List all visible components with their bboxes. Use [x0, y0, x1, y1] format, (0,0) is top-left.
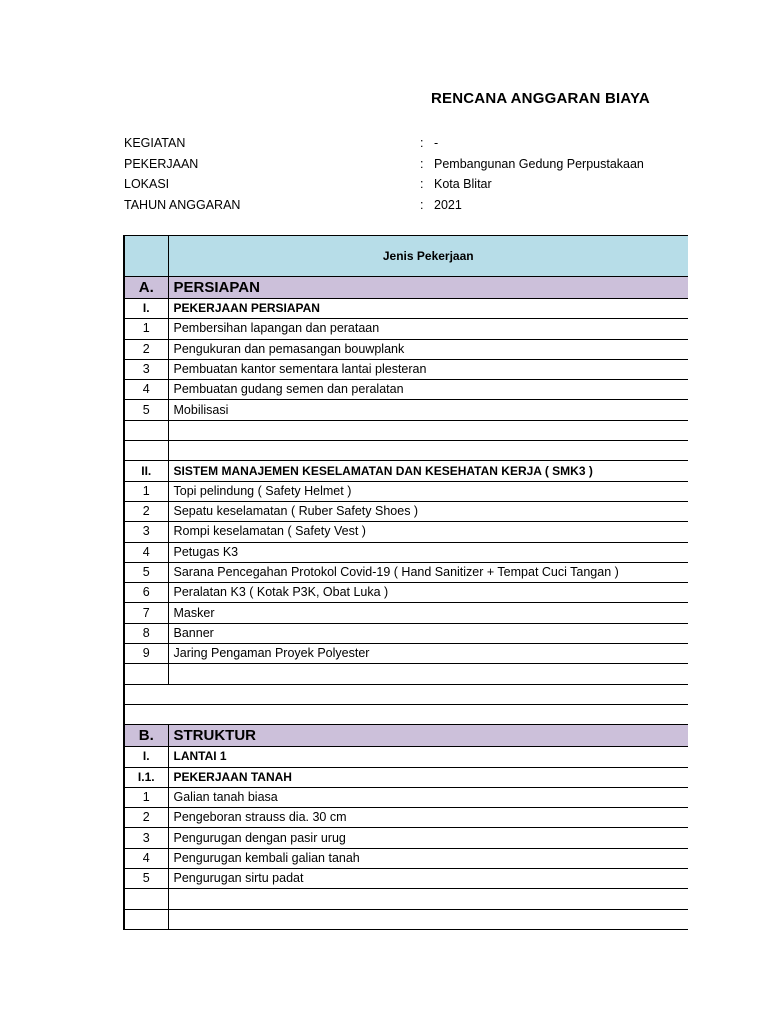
header-no-cell — [124, 236, 168, 277]
empty-row — [124, 704, 688, 724]
section-code: A. — [124, 277, 168, 299]
section-code: B. — [124, 725, 168, 747]
meta-row-tahun-anggaran — [124, 195, 684, 216]
empty-row — [124, 889, 688, 909]
section-title: PERSIAPAN — [168, 277, 688, 299]
table-row — [124, 787, 688, 807]
meta-colon: : — [420, 177, 424, 191]
table-row — [124, 623, 688, 643]
subsection-title: LANTAI 1 — [168, 747, 688, 767]
meta-label: PEKERJAAN — [124, 156, 199, 171]
table-row — [124, 400, 688, 420]
item-no: 4 — [124, 848, 168, 868]
item-desc: Pengeboran strauss dia. 30 cm — [168, 808, 688, 828]
item-desc: Masker — [168, 603, 688, 623]
table-row — [124, 828, 688, 848]
table-row — [124, 869, 688, 889]
subsection-code: I. — [124, 299, 168, 319]
meta-value: 2021 — [434, 197, 462, 212]
item-no: 3 — [124, 522, 168, 542]
header-jenis-pekerjaan: Jenis Pekerjaan — [168, 236, 688, 277]
meta-label: LOKASI — [124, 177, 170, 191]
table-row — [124, 481, 688, 501]
item-desc: Rompi keselamatan ( Safety Vest ) — [168, 522, 688, 542]
item-no: 4 — [124, 380, 168, 400]
meta-value: - — [434, 136, 439, 150]
meta-colon: : — [420, 136, 424, 150]
item-no: 3 — [124, 359, 168, 379]
item-no: 9 — [124, 644, 168, 664]
table-row — [124, 542, 688, 562]
empty-row — [124, 441, 688, 461]
item-desc: Peralatan K3 ( Kotak P3K, Obat Luka ) — [168, 583, 688, 603]
item-no: 5 — [124, 869, 168, 889]
table-row — [124, 848, 688, 868]
item-desc: Pembuatan gudang semen dan peralatan — [168, 380, 688, 400]
item-desc: Pembersihan lapangan dan perataan — [168, 319, 688, 339]
item-desc: Topi pelindung ( Safety Helmet ) — [168, 481, 688, 501]
section-row-b — [124, 725, 688, 747]
item-no: 2 — [124, 501, 168, 521]
item-desc: Pengukuran dan pemasangan bouwplank — [168, 339, 688, 359]
item-no: 8 — [124, 623, 168, 643]
empty-cell — [124, 441, 168, 461]
table-row — [124, 380, 688, 400]
item-no: 1 — [124, 319, 168, 339]
subsection-title: PEKERJAAN PERSIAPAN — [168, 299, 688, 319]
item-desc: Pembuatan kantor sementara lantai plesteran — [168, 359, 688, 379]
empty-cell — [124, 664, 168, 684]
table-row — [124, 808, 688, 828]
item-desc: Banner — [168, 623, 688, 643]
item-desc: Galian tanah biasa — [168, 787, 688, 807]
item-no: 2 — [124, 808, 168, 828]
empty-cell — [124, 909, 168, 929]
empty-cell — [124, 684, 688, 704]
item-desc: Mobilisasi — [168, 400, 688, 420]
empty-cell — [168, 420, 688, 440]
item-desc: Pengurugan kembali galian tanah — [168, 848, 688, 868]
subsection-row — [124, 461, 688, 481]
meta-row-lokasi — [124, 174, 684, 195]
empty-cell — [168, 441, 688, 461]
empty-row — [124, 684, 688, 704]
meta-row-kegiatan — [124, 133, 684, 154]
table-header-row — [124, 236, 688, 277]
item-no: 2 — [124, 339, 168, 359]
project-info — [124, 133, 684, 215]
item-no: 5 — [124, 400, 168, 420]
item-no: 7 — [124, 603, 168, 623]
table-row — [124, 319, 688, 339]
empty-cell — [124, 704, 688, 724]
table-row — [124, 501, 688, 521]
item-no: 6 — [124, 583, 168, 603]
subsection-code: II. — [124, 461, 168, 481]
subsection-row — [124, 299, 688, 319]
item-no: 5 — [124, 562, 168, 582]
subsection-row — [124, 747, 688, 767]
meta-label: TAHUN ANGGARAN — [124, 197, 241, 212]
empty-row — [124, 909, 688, 929]
item-desc: Pengurugan sirtu padat — [168, 869, 688, 889]
budget-table — [123, 235, 688, 930]
subsection-code: I.1. — [124, 767, 168, 787]
item-desc: Sarana Pencegahan Protokol Covid-19 ( Hand Sanitizer + Tempat Cuci Tangan ) — [168, 562, 688, 582]
subsection-row — [124, 767, 688, 787]
meta-colon: : — [420, 156, 424, 171]
subsection-title: SISTEM MANAJEMEN KESELAMATAN DAN KESEHATAN KERJA ( SMK3 ) — [168, 461, 688, 481]
table-row — [124, 562, 688, 582]
table-row — [124, 583, 688, 603]
item-no: 3 — [124, 828, 168, 848]
meta-value: Kota Blitar — [434, 177, 492, 191]
item-desc: Sepatu keselamatan ( Ruber Safety Shoes ) — [168, 501, 688, 521]
meta-colon: : — [420, 197, 424, 212]
section-row-a — [124, 277, 688, 299]
item-no: 4 — [124, 542, 168, 562]
table-row — [124, 603, 688, 623]
item-desc: Jaring Pengaman Proyek Polyester — [168, 644, 688, 664]
meta-value: Pembangunan Gedung Perpustakaan — [434, 156, 644, 171]
table-row — [124, 359, 688, 379]
item-no: 1 — [124, 481, 168, 501]
section-title: STRUKTUR — [168, 725, 688, 747]
meta-row-pekerjaan — [124, 154, 684, 175]
empty-row — [124, 420, 688, 440]
item-no: 1 — [124, 787, 168, 807]
empty-cell — [124, 889, 168, 909]
subsection-title: PEKERJAAN TANAH — [168, 767, 688, 787]
document-title: RENCANA ANGGARAN BIAYA — [431, 90, 650, 107]
item-desc: Pengurugan dengan pasir urug — [168, 828, 688, 848]
empty-cell — [168, 664, 688, 684]
empty-cell — [168, 909, 688, 929]
table-row — [124, 339, 688, 359]
table-row — [124, 644, 688, 664]
empty-row — [124, 664, 688, 684]
empty-cell — [168, 889, 688, 909]
empty-cell — [124, 420, 168, 440]
meta-label: KEGIATAN — [124, 136, 186, 150]
subsection-code: I. — [124, 747, 168, 767]
item-desc: Petugas K3 — [168, 542, 688, 562]
table-row — [124, 522, 688, 542]
